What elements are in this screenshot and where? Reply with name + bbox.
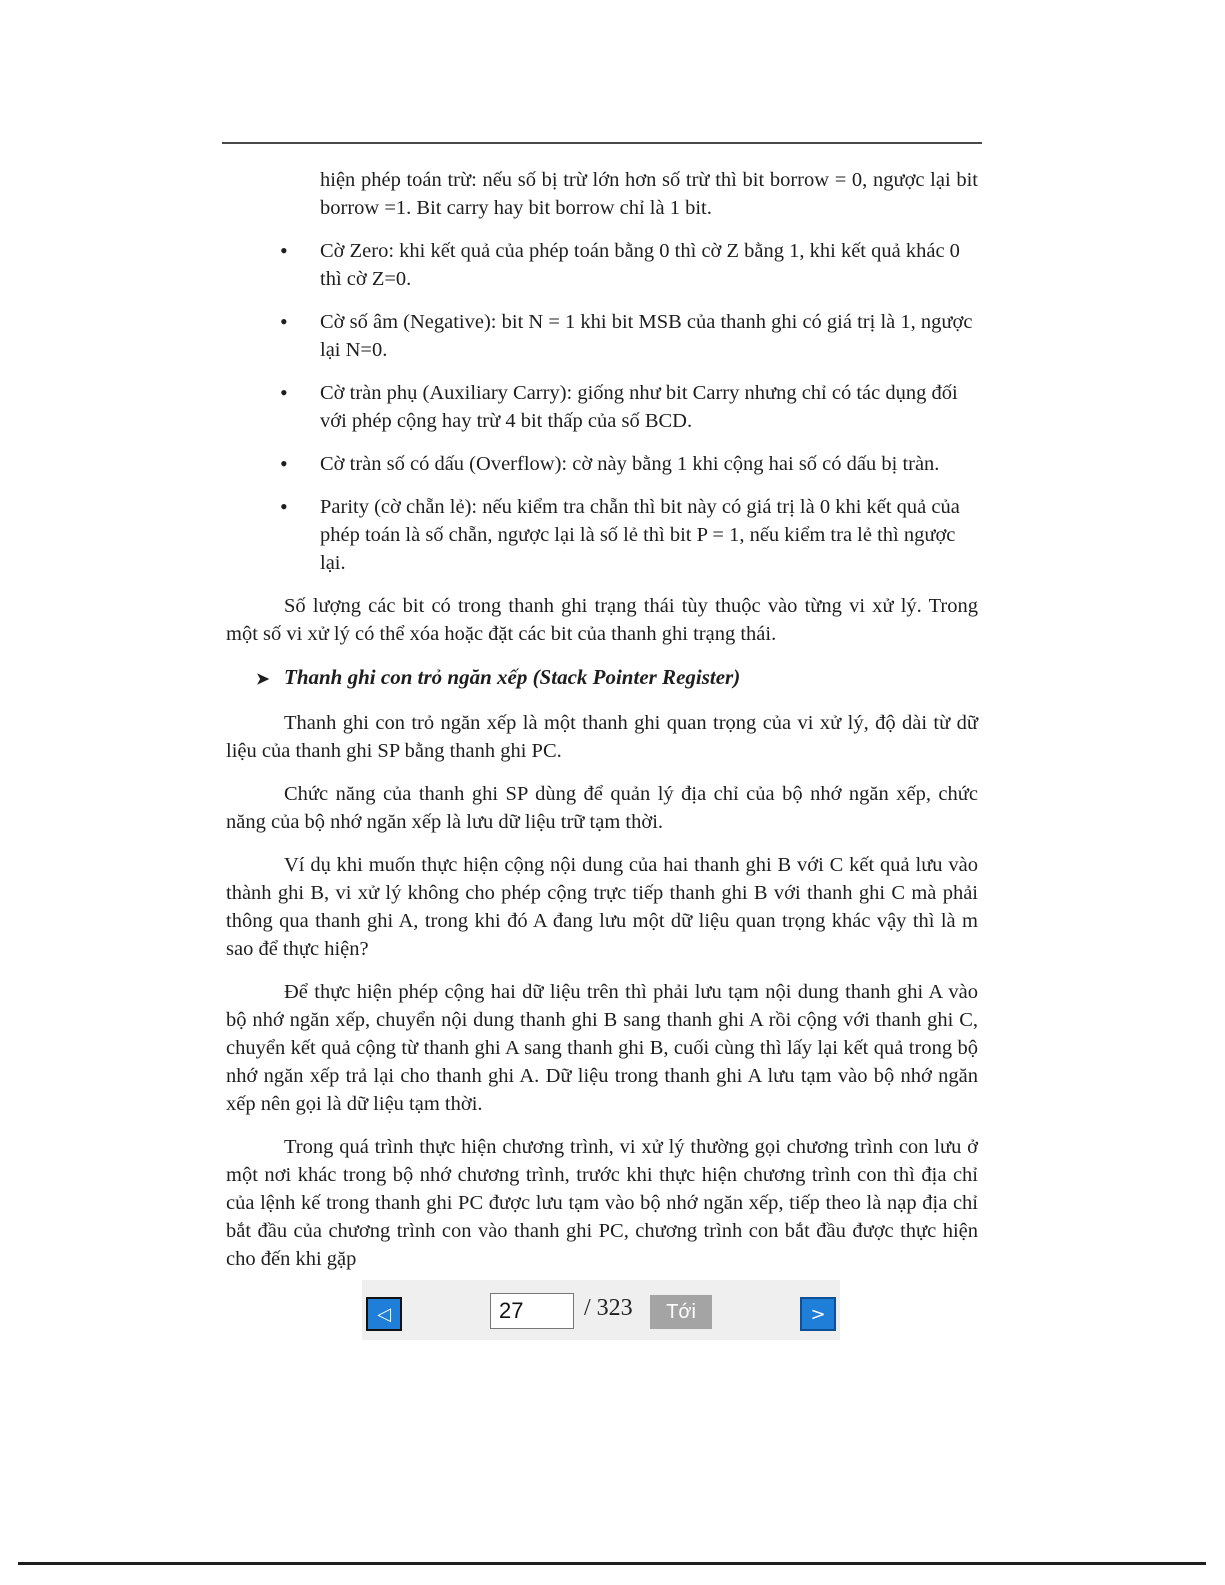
list-item-text: Cờ Zero: khi kết quả của phép toán bằng 0 thì cờ Z bằng 1, khi kết quả khác 0 thì cờ Z=0. (320, 240, 960, 290)
bullet-icon: • (280, 380, 288, 405)
list-item-text: Cờ số âm (Negative): bit N = 1 khi bit MSB của thanh ghi có giá trị là 1, ngược lại N=0. (320, 311, 973, 361)
body-paragraph: Trong quá trình thực hiện chương trình, vi xử lý thường gọi chương trình con lưu ở một nơi khác trong bộ nhớ chương trình, trước khi thực hiện chương trình con thì địa chỉ của lệnh kế trong thanh ghi PC được lưu tạm vào bộ nhớ ngăn xếp, tiếp theo là nạp địa chỉ bắt đầu của chương trình con vào thanh ghi PC, chương trình con bắt đầu được thực hiện cho đến khi gặp (226, 1136, 978, 1270)
list-item-text: Cờ tràn số có dấu (Overflow): cờ này bằng 1 khi cộng hai số có dấu bị tràn. (320, 453, 940, 475)
list-item (226, 450, 978, 478)
flag-list (226, 237, 978, 577)
bullet-icon: • (280, 238, 288, 263)
list-item (226, 308, 978, 364)
next-page-button[interactable]: > (800, 1297, 836, 1331)
section-heading (226, 663, 978, 694)
status-register-paragraph: Số lượng các bit có trong thanh ghi trạng thái tùy thuộc vào từng vi xử lý. Trong một số vi xử lý có thể xóa hoặc đặt các bit của thanh ghi trạng thái. (226, 595, 978, 645)
header-rule (222, 142, 982, 144)
page-navigator (362, 1280, 840, 1340)
list-item-text: Cờ tràn phụ (Auxiliary Carry): giống như bit Carry nhưng chỉ có tác dụng đối với phép cộng hay trừ 4 bit thấp của số BCD. (320, 382, 958, 432)
page-number-input[interactable] (490, 1293, 574, 1329)
list-item-text: Parity (cờ chẵn lẻ): nếu kiểm tra chẵn thì bit này có giá trị là 0 khi kết quả của phép toán là số chẵn, ngược lại là số lẻ thì bit P = 1, nếu kiểm tra lẻ thì ngược lại. (320, 496, 960, 574)
body-paragraph: Ví dụ khi muốn thực hiện cộng nội dung của hai thanh ghi B với C kết quả lưu vào thành ghi B, vi xử lý không cho phép cộng trực tiếp thanh ghi B với thanh ghi C mà phải thông qua thanh ghi A, trong khi đó A đang lưu một dữ liệu quan trọng khác vậy thì là m sao để thực hiện? (226, 854, 978, 960)
intro-paragraph: hiện phép toán trừ: nếu số bị trừ lớn hơn số trừ thì bit borrow = 0, ngược lại bit borrow =1. Bit carry hay bit borrow chỉ là 1 bit. (320, 169, 978, 219)
total-pages: / 323 (584, 1295, 633, 1321)
footer-rule (18, 1562, 1206, 1565)
body-paragraph: Để thực hiện phép cộng hai dữ liệu trên thì phải lưu tạm nội dung thanh ghi A vào bộ nhớ ngăn xếp, chuyển nội dung thanh ghi B sang thanh ghi A rồi cộng với thanh ghi C, chuyển kết quả cộng từ thanh ghi A sang thanh ghi B, cuối cùng thì lấy lại kết quả trong bộ nhớ ngăn xếp trả lại cho thanh ghi A. Dữ liệu trong thanh ghi A lưu tạm vào bộ nhớ ngăn xếp nên gọi là dữ liệu tạm thời. (226, 981, 978, 1115)
bullet-icon: • (280, 494, 288, 519)
go-button[interactable]: Tới (650, 1295, 712, 1329)
body-paragraph: Chức năng của thanh ghi SP dùng để quản lý địa chỉ của bộ nhớ ngăn xếp, chức năng của bộ nhớ ngăn xếp là lưu dữ liệu trữ tạm thời. (226, 783, 978, 833)
prev-page-button[interactable]: ◁ (366, 1297, 402, 1331)
arrow-bullet-icon: ➤ (256, 671, 270, 688)
list-item (226, 493, 978, 577)
list-item (226, 379, 978, 435)
body-paragraph: Thanh ghi con trỏ ngăn xếp là một thanh ghi quan trọng của vi xử lý, độ dài từ dữ liệu của thanh ghi SP bằng thanh ghi PC. (226, 712, 978, 762)
bullet-icon: • (280, 309, 288, 334)
section-heading-text: Thanh ghi con trỏ ngăn xếp (Stack Pointer Register) (284, 665, 741, 689)
bullet-icon: • (280, 451, 288, 476)
page-content (226, 166, 978, 1273)
list-item (226, 237, 978, 293)
